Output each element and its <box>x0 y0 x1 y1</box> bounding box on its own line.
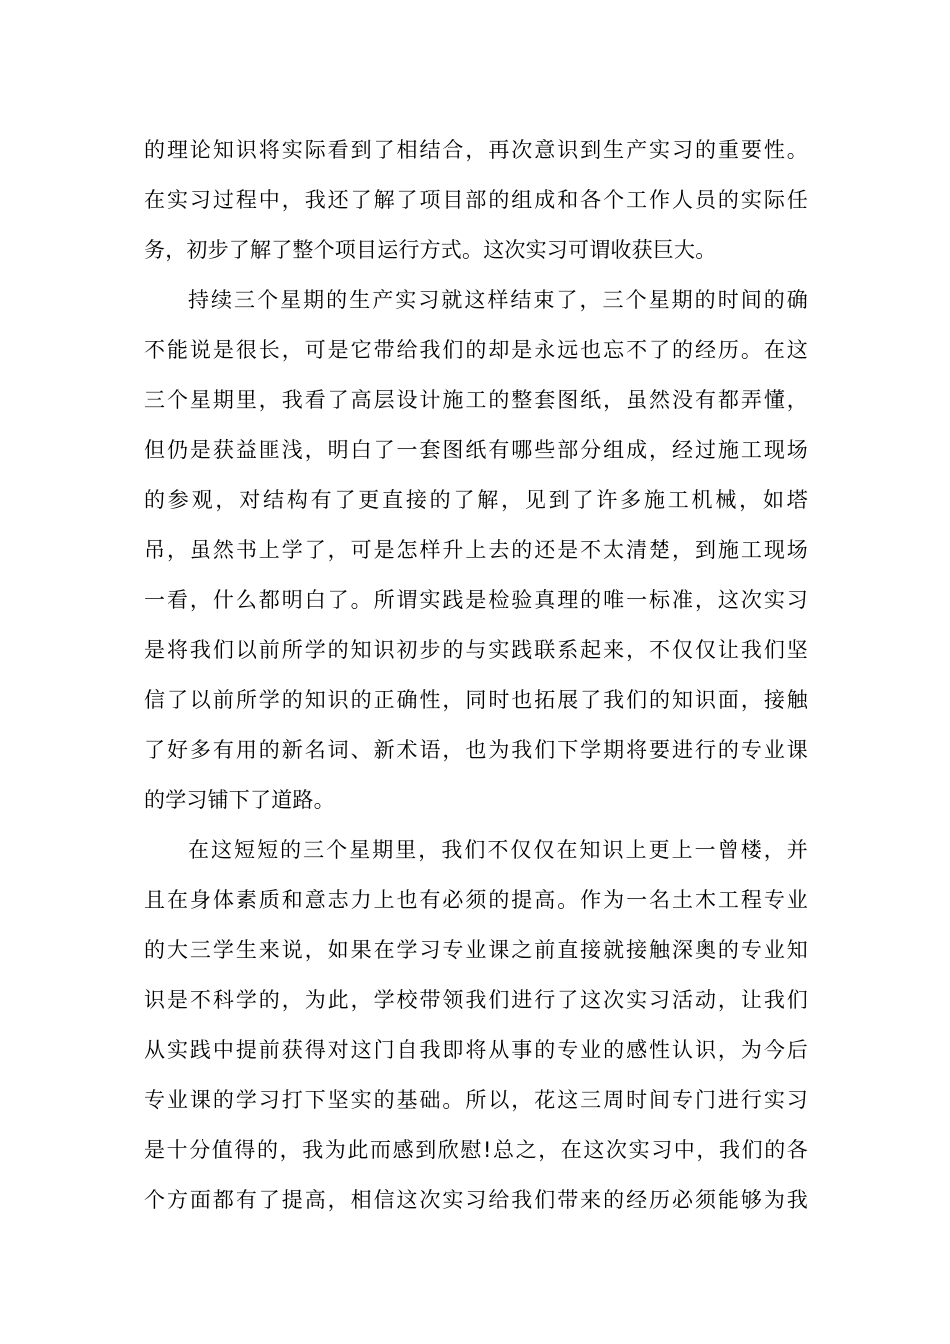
text-line: 专业课的学习打下坚实的基础。所以，花这三周时间专门进行实习 <box>144 1088 808 1112</box>
text-line: 的学习铺下了道路。 <box>144 788 335 812</box>
text-line: 识是不科学的，为此，学校带领我们进行了这次实习活动，让我们 <box>144 988 808 1012</box>
document-page <box>144 125 808 1225</box>
text-line: 一看，什么都明白了。所谓实践是检验真理的唯一标准，这次实习 <box>144 588 808 612</box>
text-line: 是十分值得的，我为此而感到欣慰!总之，在这次实习中，我们的各 <box>144 1138 808 1162</box>
text-line: 是将我们以前所学的知识初步的与实践联系起来，不仅仅让我们坚 <box>144 638 808 662</box>
text-line: 的理论知识将实际看到了相结合，再次意识到生产实习的重要性。 <box>144 138 808 162</box>
text-line: 务，初步了解了整个项目运行方式。这次实习可谓收获巨大。 <box>144 238 717 262</box>
text-line: 从实践中提前获得对这门自我即将从事的专业的感性认识，为今后 <box>144 1038 808 1062</box>
text-line: 的参观，对结构有了更直接的了解，见到了许多施工机械，如塔 <box>144 488 808 512</box>
text-line: 的大三学生来说，如果在学习专业课之前直接就接触深奥的专业知 <box>144 938 808 962</box>
text-line: 个方面都有了提高，相信这次实习给我们带来的经历必须能够为我 <box>144 1188 808 1212</box>
text-line: 在这短短的三个星期里，我们不仅仅在知识上更上一曾楼，并 <box>188 838 808 862</box>
text-line: 不能说是很长，可是它带给我们的却是永远也忘不了的经历。在这 <box>144 338 808 362</box>
text-line: 且在身体素质和意志力上也有必须的提高。作为一名土木工程专业 <box>144 888 808 912</box>
text-line: 了好多有用的新名词、新术语，也为我们下学期将要进行的专业课 <box>144 738 808 762</box>
text-line: 持续三个星期的生产实习就这样结束了，三个星期的时间的确 <box>188 288 808 312</box>
text-line: 但仍是获益匪浅，明白了一套图纸有哪些部分组成，经过施工现场 <box>144 438 808 462</box>
text-line: 在实习过程中，我还了解了项目部的组成和各个工作人员的实际任 <box>144 188 808 212</box>
text-line: 信了以前所学的知识的正确性，同时也拓展了我们的知识面，接触 <box>144 688 808 712</box>
document-body <box>144 125 808 1225</box>
text-line: 吊，虽然书上学了，可是怎样升上去的还是不太清楚，到施工现场 <box>144 538 808 562</box>
text-line: 三个星期里，我看了高层设计施工的整套图纸，虽然没有都弄懂， <box>144 388 808 412</box>
